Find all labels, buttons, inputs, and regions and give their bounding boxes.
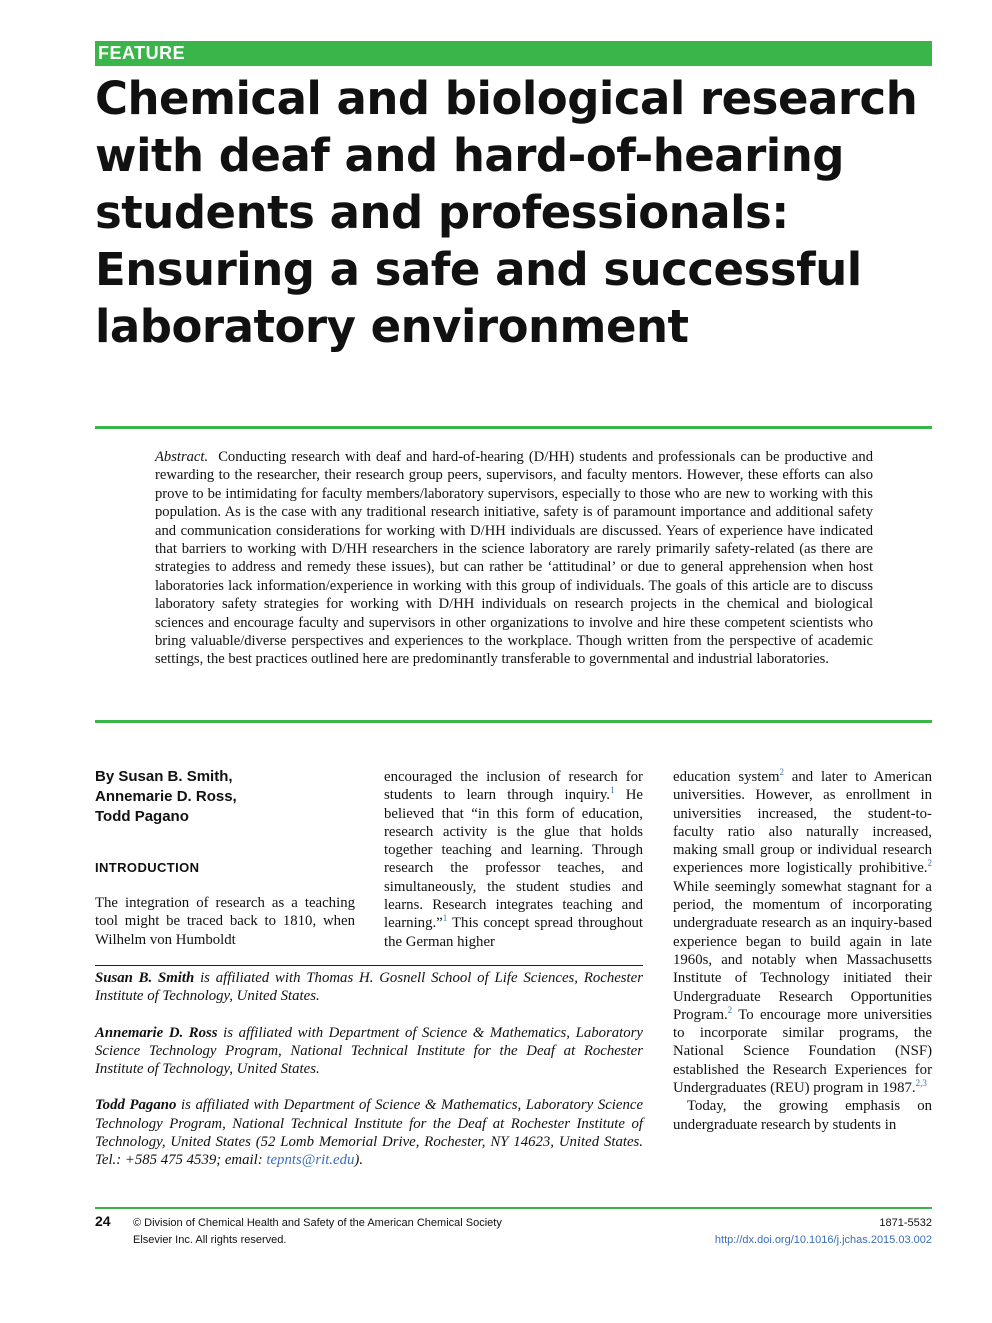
doi-link[interactable]: http://dx.doi.org/10.1016/j.jchas.2015.03.002 — [714, 1234, 932, 1246]
abstract-text: Conducting research with deaf and hard-of-hearing (D/HH) students and professionals can be productive and rewarding to the researcher, their research group peers, supervisors, and faculty mentors. However, these efforts can also prove to be intimidating for faculty members/laboratory supervisors, especially to those who are new to working with this population. As is the case with any traditional research initiative, safety is of paramount importance and additional safety and communication considerations for working with D/HH individuals are discussed. Years of experience have indicated that barriers to working with D/HH researchers in the science laboratory are rarely primarily safety-related (as there are strategies to address and remedy these issues), but can rather be ‘attitudinal’ or due to general apprehension when host laboratories lack information/experience in working with this group of individuals. The goals of this article are to discuss laboratory safety strategies for working with D/HH individuals on research projects in the chemical and biological sciences and encourage faculty and supervisors in other organizations to involve and hire these competent scientists who bring valuable/diverse perspectives and experiences to the workplace. Though written from the perspective of academic settings, the best practices outlined here are predominantly transferable to governmental and industrial laboratories. — [155, 449, 873, 668]
abstract — [155, 448, 873, 669]
page-number: 24 — [95, 1213, 111, 1229]
footer-rule — [95, 1207, 932, 1209]
citation-link[interactable]: 1 — [442, 913, 448, 924]
affiliation-1: Susan B. Smith is affiliated with Thomas H. Gosnell School of Life Sciences, Rochester Institute of Technology, United States. — [95, 970, 643, 1005]
byline — [95, 767, 237, 827]
affiliation-divider — [95, 965, 643, 966]
body-column-1 — [95, 894, 355, 949]
byline-author-1: By Susan B. Smith, — [95, 768, 233, 785]
section-heading-introduction: INTRODUCTION — [95, 860, 200, 875]
author-affiliations — [95, 969, 643, 1188]
paragraph: encouraged the inclusion of research for students to learn through inquiry.$^1$ He believed that “in this form of education, research activity is the glue that holds together teaching and learning. Through research the professor teaches, and simultaneously, the student studies and learns. Research integrates teaching and learning.”$^1$ This concept spread throughout the German higher — [384, 769, 643, 950]
email-link[interactable]: tepnts@rit.edu — [266, 1152, 355, 1169]
affiliation-3: Todd Pagano is affiliated with Department of Science & Mathematics, Laboratory Science Technology Program, National Technical Institute for the Deaf at Rochester Institute of Technology, United States (52 Lomb Memorial Drive, Rochester, NY 14623, United States. Tel.: +585 475 4539; email: tepnts@rit.edu). — [95, 1097, 644, 1169]
section-label: FEATURE — [98, 43, 186, 63]
byline-author-2: Annemarie D. Ross, — [95, 788, 237, 805]
journal-identifiers — [715, 1215, 932, 1249]
abstract-top-rule — [95, 426, 932, 429]
citation-link[interactable]: 2 — [727, 1004, 733, 1015]
section-banner — [95, 41, 932, 66]
issn: 1871-5532 — [879, 1217, 932, 1229]
citation-link[interactable]: 2 — [927, 858, 932, 869]
citation-link[interactable]: 2 — [779, 767, 784, 778]
abstract-bottom-rule — [95, 720, 932, 723]
citation-link[interactable]: 1 — [610, 785, 615, 796]
body-column-3 — [673, 768, 932, 1134]
paragraph: education system$^2$ and later to American universities. However, as enrollment in universities increased, the student-to-faculty ratio also naturally increased, making small group or individual research experiences more logistically prohibitive.$^2$ While seemingly somewhat stagnant for a period, the momentum of incorporating undergraduate research as an inquiry-based experience began to build again in late 1960s, and notably when Massachusetts Institute of Technology initiated their Undergraduate Research Opportunities Program.$^2$ To encourage more universities to incorporate similar programs, the National Science Foundation (NSF) established the Research Experiences for Undergraduates (REU) program in 1987.$^{2,3}$ — [673, 767, 932, 1097]
citation-link[interactable]: 2,3 — [915, 1078, 927, 1089]
affiliation-2: Annemarie D. Ross is affiliated with Department of Science & Mathematics, Laboratory Science Technology Program, National Technical Institute for the Deaf at Rochester Institute of Technology, United States. — [95, 1024, 644, 1078]
paragraph: The integration of research as a teaching tool might be traced back to 1810, when Wilhelm von Humboldt — [95, 895, 355, 948]
paragraph: Today, the growing emphasis on undergraduate research by students in — [673, 1098, 932, 1133]
copyright: © Division of Chemical Health and Safety of the American Chemical Society Elsevier Inc. All rights reserved. — [133, 1217, 502, 1246]
abstract-label: Abstract. — [155, 449, 209, 465]
body-column-2 — [384, 768, 643, 951]
byline-author-3: Todd Pagano — [95, 808, 189, 825]
article-title: Chemical and biological research with deaf and hard-of-hearing students and professionals: Ensuring a safe and successful laboratory environment — [95, 72, 918, 353]
